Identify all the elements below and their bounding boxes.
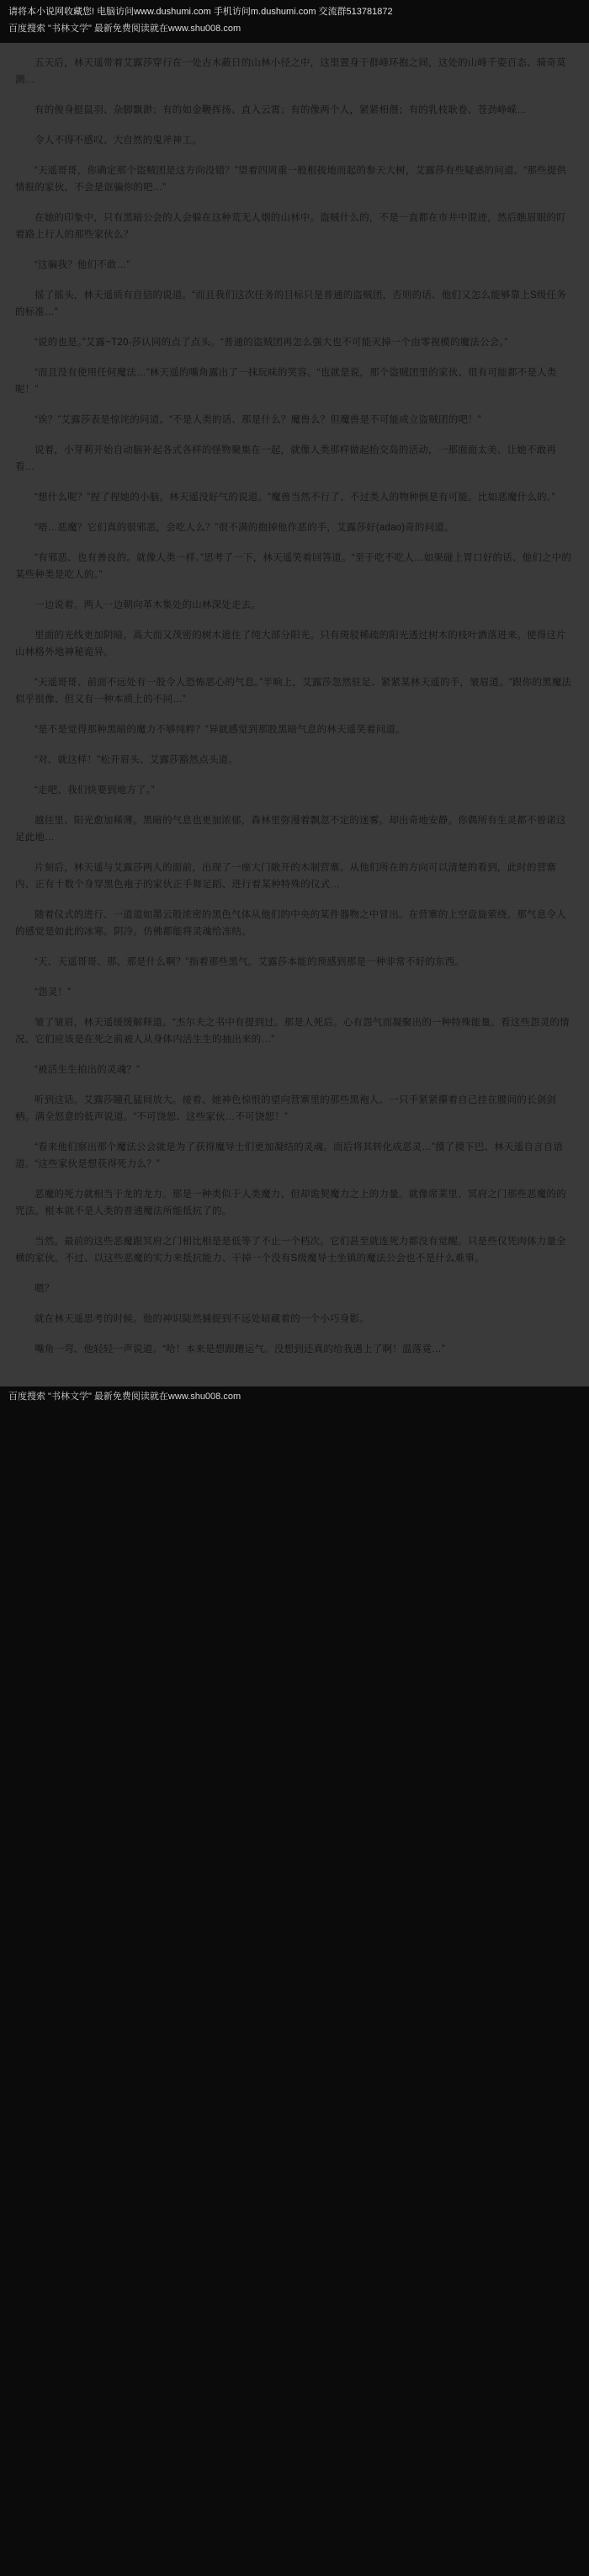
paragraph: “对、就这样！”松开眉头、艾露莎豁然点头道。 <box>34 755 239 765</box>
paragraph: “唔…恶魔？它们真的很邪恶，会吃人么？”很不满的抱掉他作恶的手，艾露莎好(adao)奇的问道。 <box>34 523 454 533</box>
paragraph: 当然。最前的这些恶魔跟冥府之门相比相是是低等了不止一个档次。它们甚至就连死力都没有觉醒。只是些仅凭肉体力量全横的家伙。不过、以这些恶魔的实力来抵抗能力、干掉一个没有S级魔导士坐镇的魔法公会也不是什么难事。 <box>15 1237 566 1264</box>
paragraph: “被活生生拍出的灵魂？” <box>34 1065 141 1075</box>
paragraph: 片刻后，林天遥与艾露莎两人的面前，出现了一座大门敞开的木制营寨。从他们所在的方向可以清楚的看到，此时的营寨内、正有十数个身穿黑色袍子的家伙正手舞足蹈、进行着某种特殊的仪式… <box>15 863 557 890</box>
paragraph: 随着仪式的进行、一道道如墨云般浓密的黑色气体从他们的中央的某件器物之中冒出。在营寨的上空盘旋萦绕。那气息令人的感觉是如此的冰寒。阴冷。仿佛都能将灵魂给冻结。 <box>15 910 566 937</box>
paragraph: “怨灵！” <box>34 987 72 998</box>
paragraph: 里面的光线更加阴暗。高大而又茂密的树木遮住了纯大部分阳光。只有斑驳稀疏的阳光透过树木的枝叶洒落进来。使得这片山林格外地神秘诡异。 <box>15 631 566 657</box>
paragraph: 有的俊身挺鼠羽、杂脚飘渺；有的如金鞭挥扬、直入云霄；有的像两个人，紧紧相偎；有的乳枝耿卷、苍劲峥嵘… <box>34 105 527 115</box>
paragraph: 就在林天遥思考的时候。他的神识陡然捕捉到不远处暗藏着的一个小巧身影。 <box>34 1314 369 1324</box>
paragraph: “诶？”艾露莎表是惊诧的问道。“不是人类的话、那是什么？魔兽么？但魔兽是不可能成立盗贼团的吧！” <box>34 415 481 425</box>
paragraph: “走吧、我们快要到地方了。” <box>34 785 155 796</box>
paragraph: “天遥哥哥，你确定那个盗贼团是这方向没错？”望着四周重一般根拔地而起的参天大树，艾露莎有些疑惑的问道。“那些提供情报的家伙，不会是诓骗你的吧…” <box>15 166 567 193</box>
site-footer <box>0 1386 589 1411</box>
paragraph: 摇了摇头，林天遥质有自信的说道。“而且我们这次任务的目标只是普通的盗贼团，否则的话、他们又怎么能够靠上S级任务的标准…” <box>15 290 566 317</box>
paragraph: “看来他们察出那个魔法公会就是为了获得魔导士们更加凝结的灵魂。而后将其转化成恶灵…”摸了摸下巴、林天遥自言自语道。“这些家伙是想获得死力么？” <box>15 1142 564 1169</box>
paragraph: 一边说着。两人一边朝向革木集处的山林深处走去。 <box>34 600 262 610</box>
paragraph: “而且没有使用任何魔法…”林天遥的嘴角露出了一抹玩味的笑容。“也就是说，那个盗贼团里的家伙、很有可能都不是人类呢！” <box>15 368 557 395</box>
paragraph: 五天后，林天遥带着艾露莎穿行在一处古木蔽日的山林小径之中，这里置身于群峰环抱之间，这处的山峰千姿百态、骑奇莫测… <box>15 58 566 85</box>
paragraph: 恶魔的死力就相当于龙的龙力。那是一种类似于人类魔力、但却诡契魔力之上的力量。就像席莱里、冥府之门那些恶魔的的咒法。根本就不是人类的普通魔法所能抵抗了的。 <box>15 1190 566 1216</box>
site-header <box>0 0 589 36</box>
paragraph: 嘴角一弯、他轻轻一声说道。“哈！本来是想跟蹭运气。没想到还真的给我遇上了啊！温落竟…” <box>34 1344 445 1355</box>
paragraph: “是不是觉得那种黑暗的魔力不够纯粹？”异就感觉到那股黑暗气息的林天遥笑着问道。 <box>34 725 406 735</box>
paragraph: “有邪恶、也有善良的。就像人类一样。”思考了一下，林天遥笑着回答道。“至于吃不吃人…如果碰上胃口好的话、他们之中的某些种类是吃人的。” <box>15 553 572 580</box>
paragraph: “这骗我？他们不敢…” <box>34 260 130 270</box>
paragraph: “天遥哥哥、前面不远处有一股令人恐怖恶心的气息。”半晌上，艾露莎忽然驻足、紧紧某林天遥的手，皱眉道。“跟你的黑魔法似乎很像、但又有一种本质上的不同…” <box>15 678 572 705</box>
paragraph: 听到这话。艾露莎瞳孔猛间放大。接着、她神色惊恨的望向营寨里的那些黑袍人。一只手紧紧攥着自己挂在腰间的长剑剑柄。满全怒意的低声说道。“不可饶恕、这些家伙…不可饶恕！” <box>15 1095 557 1122</box>
chapter-body <box>0 43 589 1386</box>
paragraph: 嗯？ <box>34 1284 55 1294</box>
paragraph: 皱了皱眉，林天遥缓缓解释道。“杰尔夫之书中有提到过。那是人死后。心有怨气而凝聚出的一种特殊能量。看这些怨灵的情况、它们应该是在死之前被人从身体内活生生的抽出来的…” <box>15 1018 570 1045</box>
paragraph: 越往里、阳光愈加稀薄。黑暗的气息也更加浓郁，森林里弥漫着飘忽不定的迷雾。却出奇地安静。你偶所有生灵都不曾诺这足此地… <box>15 816 566 843</box>
paragraph: “说的也是。”艾露~T20-莎认同的点了点头。“普通的盗贼团再怎么强大也不可能灭掉一个由零视模的魔法公会。” <box>34 338 508 348</box>
footer-search-line: 百度搜索 "书林文学" 最新免费阅读就在www.shu008.com <box>8 1392 241 1402</box>
header-notice-line: 请将本小说网收藏您! 电脑访问www.dushumi.com 手机访问m.dushumi.com 交流群513781872 <box>8 7 393 17</box>
paragraph: 在她的印象中，只有黑暗公会的人会躲在这种荒无人烟的山林中。盗贼什么的，不是一直都在市井中混迹，然后瞧眉眼的盯着路上行人的那些家伙么？ <box>15 213 566 240</box>
paragraph: 令人不得不感叹、大自然的鬼斧神工。 <box>34 136 202 146</box>
header-search-line: 百度搜索 "书林文学" 最新免费阅读就在www.shu008.com <box>8 24 241 34</box>
paragraph: “天、天遥哥哥、那、那是什么啊？”指着那些黑气。艾露莎本能的预感到那是一种非常不好的东西。 <box>34 957 465 967</box>
paragraph: “想什么呢？”捏了捏她的小脑。林天遥没好气的说道。“魔兽当然不行了、不过类人的物种倒是有可能。比如恶魔什么的。” <box>34 492 555 503</box>
paragraph: 说着，小芽莉开始自动脑补起各式各样的怪物聚集在一起，就像人类那样做起抬交岛的活动，一那面面太美、让她不敢再看… <box>15 445 557 472</box>
